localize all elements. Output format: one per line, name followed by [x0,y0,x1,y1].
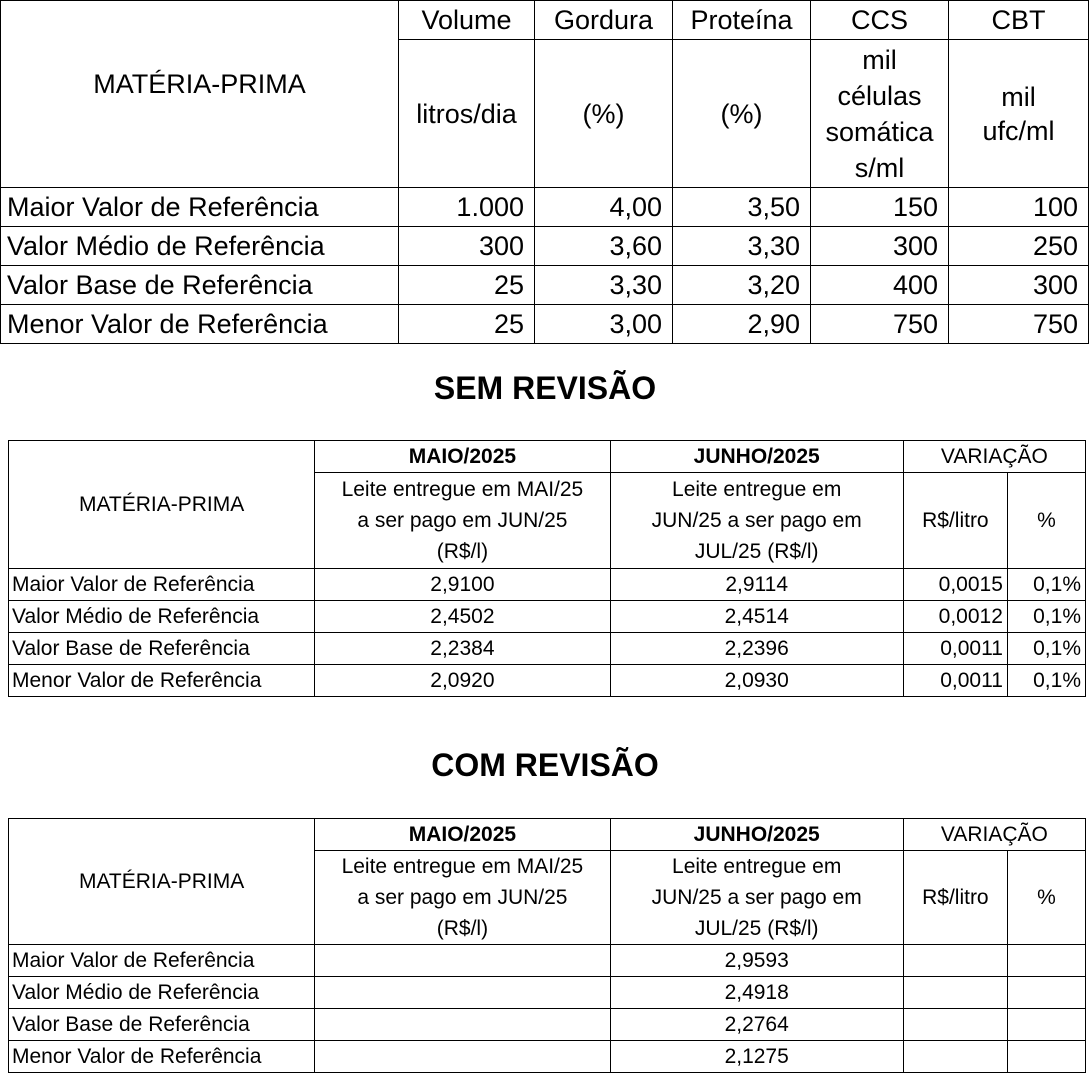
row-label: Valor Médio de Referência [9,601,315,633]
cell-volume: 1.000 [399,188,535,227]
cell-pct: 0,1% [1007,665,1085,697]
ref-unit-ccs-line: células [837,80,922,111]
cell-pct [1007,977,1085,1009]
row-label: Valor Base de Referência [9,633,315,665]
ref-unit-cbt-line: ufc/ml [982,115,1055,146]
cell-junho: 2,4514 [610,601,903,633]
table-row [9,977,1086,1009]
cell-gordura: 3,30 [535,266,673,305]
cell-gordura: 3,00 [535,305,673,344]
header-materia-prima: MATÉRIA-PRIMA [9,819,315,945]
cell-cbt: 100 [949,188,1089,227]
cell-maio: 2,4502 [315,601,610,633]
ref-col-volume: Volume [399,1,535,40]
desc-line: (R$/l) [436,540,489,563]
table-row [9,945,1086,977]
cell-proteina: 3,20 [673,266,811,305]
row-label: Maior Valor de Referência [1,188,399,227]
table-row [1,227,1089,266]
cell-pct [1007,1041,1085,1073]
cell-maio [315,1041,610,1073]
ref-col-gordura: Gordura [535,1,673,40]
table-row [9,665,1086,697]
ref-unit-gordura: (%) [535,40,673,188]
cell-volume: 300 [399,227,535,266]
ref-header-materia-prima: MATÉRIA-PRIMA [1,1,399,188]
cell-ccs: 750 [811,305,949,344]
table-row [1,188,1089,227]
header-materia-prima: MATÉRIA-PRIMA [9,441,315,569]
cell-pct [1007,945,1085,977]
table-row [9,1009,1086,1041]
sem-revisao-table [8,440,1086,697]
desc-line: a ser pago em JUN/25 [357,886,568,909]
header-maio: MAIO/2025 [315,819,610,851]
cell-junho: 2,9114 [610,569,903,601]
cell-maio: 2,0920 [315,665,610,697]
cell-rs [903,977,1007,1009]
cell-cbt: 750 [949,305,1089,344]
table-row [1,305,1089,344]
desc-line: Leite entregue em MAI/25 [341,855,584,878]
desc-maio [315,473,610,569]
row-label: Valor Base de Referência [9,1009,315,1041]
header-junho: JUNHO/2025 [610,819,903,851]
sub-header-rs-litro: R$/litro [903,851,1007,945]
table-row [9,1041,1086,1073]
cell-maio: 2,9100 [315,569,610,601]
section-title-sem-revisao: SEM REVISÃO [433,370,657,406]
cell-maio [315,1009,610,1041]
row-label: Menor Valor de Referência [1,305,399,344]
cell-junho: 2,9593 [610,945,903,977]
sub-header-percent: % [1007,473,1085,569]
row-label: Menor Valor de Referência [9,665,315,697]
desc-line: Leite entregue em [672,478,842,501]
cell-maio [315,977,610,1009]
ref-col-cbt: CBT [949,1,1089,40]
cell-volume: 25 [399,305,535,344]
row-label: Menor Valor de Referência [9,1041,315,1073]
cell-junho: 2,4918 [610,977,903,1009]
table-row [9,569,1086,601]
desc-junho [610,851,903,945]
header-maio: MAIO/2025 [315,441,610,473]
table-row [9,633,1086,665]
row-label: Valor Médio de Referência [9,977,315,1009]
desc-line: JUL/25 (R$/l) [694,917,819,940]
cell-rs: 0,0011 [903,633,1007,665]
ref-col-proteina: Proteína [673,1,811,40]
cell-proteina: 2,90 [673,305,811,344]
row-label: Maior Valor de Referência [9,945,315,977]
table-row [9,601,1086,633]
row-label: Valor Base de Referência [1,266,399,305]
ref-unit-ccs-line: somática [825,116,934,147]
desc-line: Leite entregue em [672,855,842,878]
sub-header-rs-litro: R$/litro [903,473,1007,569]
header-variacao: VARIAÇÃO [903,441,1085,473]
cell-maio: 2,2384 [315,633,610,665]
ref-unit-proteina: (%) [673,40,811,188]
cell-junho: 2,2764 [610,1009,903,1041]
ref-unit-volume: litros/dia [399,40,535,188]
cell-junho: 2,0930 [610,665,903,697]
ref-unit-ccs [811,40,949,188]
cell-volume: 25 [399,266,535,305]
cell-ccs: 150 [811,188,949,227]
sub-header-percent: % [1007,851,1085,945]
ref-unit-ccs-line: mil [862,44,897,75]
cell-ccs: 300 [811,227,949,266]
cell-rs [903,1009,1007,1041]
cell-pct: 0,1% [1007,601,1085,633]
ref-unit-cbt [949,40,1089,188]
desc-maio [315,851,610,945]
section-title-com-revisao: COM REVISÃO [431,747,659,783]
header-junho: JUNHO/2025 [610,441,903,473]
desc-line: JUN/25 a ser pago em [651,509,862,532]
cell-rs: 0,0015 [903,569,1007,601]
com-revisao-table [8,818,1086,1073]
table-row [1,266,1089,305]
cell-gordura: 3,60 [535,227,673,266]
cell-pct [1007,1009,1085,1041]
cell-pct: 0,1% [1007,633,1085,665]
desc-line: Leite entregue em MAI/25 [341,478,584,501]
cell-gordura: 4,00 [535,188,673,227]
cell-cbt: 300 [949,266,1089,305]
cell-rs: 0,0012 [903,601,1007,633]
cell-proteina: 3,30 [673,227,811,266]
cell-rs [903,945,1007,977]
cell-pct: 0,1% [1007,569,1085,601]
row-label: Maior Valor de Referência [9,569,315,601]
cell-maio [315,945,610,977]
cell-rs [903,1041,1007,1073]
ref-unit-cbt-line: mil [1001,81,1036,112]
desc-line: JUL/25 (R$/l) [694,540,819,563]
cell-cbt: 250 [949,227,1089,266]
ref-unit-ccs-line: s/ml [854,152,905,183]
desc-line: a ser pago em JUN/25 [357,509,568,532]
header-variacao: VARIAÇÃO [903,819,1085,851]
desc-junho [610,473,903,569]
reference-table [0,0,1089,344]
desc-line: JUN/25 a ser pago em [651,886,862,909]
cell-proteina: 3,50 [673,188,811,227]
cell-ccs: 400 [811,266,949,305]
row-label: Valor Médio de Referência [1,227,399,266]
cell-junho: 2,1275 [610,1041,903,1073]
desc-line: (R$/l) [436,917,489,940]
ref-col-ccs: CCS [811,1,949,40]
cell-junho: 2,2396 [610,633,903,665]
cell-rs: 0,0011 [903,665,1007,697]
